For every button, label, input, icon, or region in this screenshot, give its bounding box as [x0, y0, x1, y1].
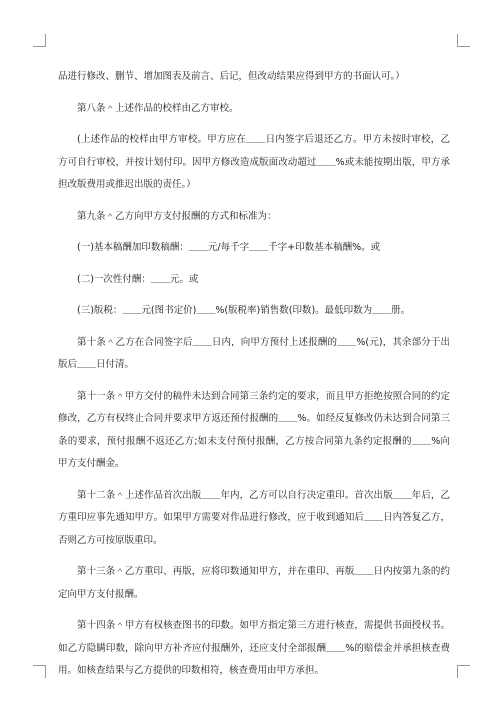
paragraph: 品进行修改、删节、增加图表及前言、后记，但改动结果应得到甲方的书面认可。） — [58, 71, 405, 82]
crop-mark-bottom-right — [457, 665, 470, 678]
crop-mark-top-right — [457, 34, 470, 47]
paragraph: (三)版税：＿＿元(图书定价)＿＿%(版税率)销售数(印数)。最低印数为＿＿册。 — [77, 305, 411, 316]
paragraph: 第十四条＾甲方有权核查图书的印数。如甲方指定第三方进行核查，需提供书面授权书。如乙方隐瞒印数，除向甲方补齐应付报酬外，还应支付全部报酬＿＿%的赔偿金并承担核查费用。如核查结果与乙方提供的印数相符，核查费用由甲方承担。 — [58, 620, 450, 676]
paragraph: (上述作品的校样由甲方审校。甲方应在＿＿日内签字后退还乙方。甲方未按时审校，乙方可自行审校，并按计划付印。因甲方修改造成版面改动超过＿＿%或未能按期出版，甲方承担改版费用或推迟出版的责任。） — [58, 134, 450, 190]
crop-mark-bottom-left — [33, 665, 46, 678]
paragraph: (一)基本稿酬加印数稿酬：＿＿元/每千字＿＿千字+印数基本稿酬%。或 — [77, 242, 381, 253]
crop-mark-top-left — [33, 34, 46, 47]
paragraph: 第九条＾乙方向甲方支付报酬的方式和标准为： — [77, 210, 277, 222]
paragraph: 第十条＾乙方在合同签字后＿＿日内，向甲方预付上述报酬的＿＿%(元)，其余部分于出版后＿＿日付清。 — [58, 336, 450, 370]
paragraph: 第十二条＾上述作品首次出版＿＿年内，乙方可以自行决定重印。首次出版＿＿年后，乙方重印应事先通知甲方。如果甲方需要对作品进行修改，应于收到通知后＿＿日内答复乙方，否则乙方可按原版重印。 — [58, 489, 450, 546]
paragraph: 第十三条＾乙方重印、再版，应将印数通知甲方，并在重印、再版＿＿日内按第九条的约定向甲方支付报酬。 — [58, 566, 450, 600]
paragraph: (二)一次性付酬：＿＿元。或 — [77, 273, 199, 285]
paragraph: 第八条＾上述作品的校样由乙方审校。 — [77, 102, 239, 114]
document-body — [58, 66, 450, 692]
paragraph: 第十一条＾甲方交付的稿件未达到合同第三条约定的要求，而且甲方拒绝按照合同的约定修改，乙方有权终止合同并要求甲方返还预付报酬的＿＿%。如经反复修改仍未达到合同第三条的要求，预付报酬不返还乙方;如未支付预付报酬，乙方按合同第九条约定报酬的＿＿%向甲方支付酬金。 — [58, 390, 450, 469]
